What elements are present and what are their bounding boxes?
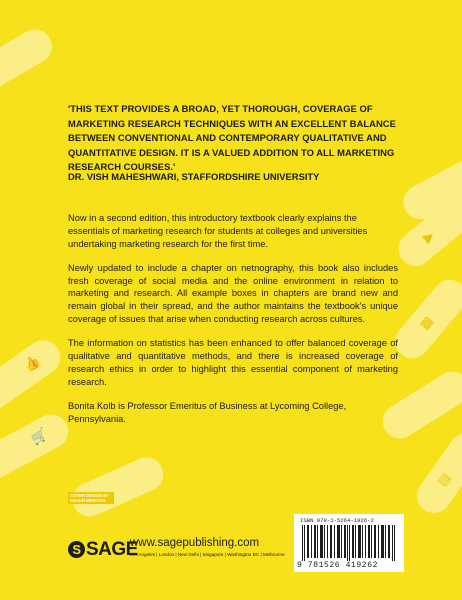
description-body	[68, 212, 398, 437]
play-icon: ▶	[420, 228, 438, 247]
cover-design-credit: COVER DESIGN BY SHAUN MERCIER	[68, 492, 114, 504]
thumbs-up-icon: 👍	[21, 353, 44, 375]
sage-logo-mark: S	[68, 541, 85, 558]
publisher-cities: Los Angeles | London | New Delhi | Singapore | Washington DC | Melbourne	[130, 552, 285, 557]
barcode-digits: 9 781526 419262	[297, 561, 379, 570]
pill-decoration-left-cart	[0, 409, 74, 486]
cart-icon: 🛒	[28, 426, 51, 448]
pill-decoration-right-bottom	[410, 426, 462, 519]
pill-decoration-bottom-left	[67, 452, 169, 522]
description-paragraph: Now in a second edition, this introductory textbook clearly explains the essentials of marketing research for students at colleges and universities undertaking marketing research for the first time.	[68, 213, 368, 249]
pill-decoration-left-top	[0, 23, 58, 100]
publisher-url[interactable]: www.sagepublishing.com	[130, 537, 260, 549]
chart-icon: ▤	[434, 470, 455, 490]
sage-logo-text: SAGE	[86, 539, 138, 560]
sage-logo	[68, 539, 138, 561]
pill-decoration-right-folder	[388, 273, 462, 365]
barcode-icon	[302, 525, 396, 561]
isbn-label: ISBN 978-1-5264-1926-2	[300, 517, 374, 524]
folder-icon: ▩	[417, 313, 437, 333]
description-paragraph: The information on statistics has been enhanced to offer balanced coverage of qualitative and quantitative methods, and there is increased coverage of research ethics in order to highlight this essential component of marketing research.	[68, 338, 398, 387]
publisher-block	[68, 537, 308, 563]
barcode-block	[294, 514, 404, 572]
endorsement-quote: 'THIS TEXT PROVIDES A BROAD, YET THOROUGH, COVERAGE OF MARKETING RESEARCH TECHNIQUES WITH AN EXCELLENT BALANCE BETWEEN CONVENTIONAL AND CONTEMPORARY QUALITATIVE AND QUANTITATIVE DESIGN. IT IS A VALUED ADDITION TO ALL MARKETING RESEARCH COURSES.'	[68, 103, 396, 172]
pill-decoration-left-thumb	[0, 334, 67, 417]
description-paragraph: Newly updated to include a chapter on netnography, this book also includes fresh coverage of social media and the online environment in relation to marketing and research. All example boxes in chapters are brand new and remain global in their spread, and the author maintains the textbook's unique coverage of issues that arise when conducting research across cultures.	[68, 262, 398, 325]
endorsement-attribution: DR. VISH MAHESHWARI, STAFFORDSHIRE UNIVERSITY	[68, 171, 320, 182]
author-bio: Bonita Kolb is Professor Emeritus of Business at Lycoming College, Pennsylvania.	[68, 401, 347, 424]
